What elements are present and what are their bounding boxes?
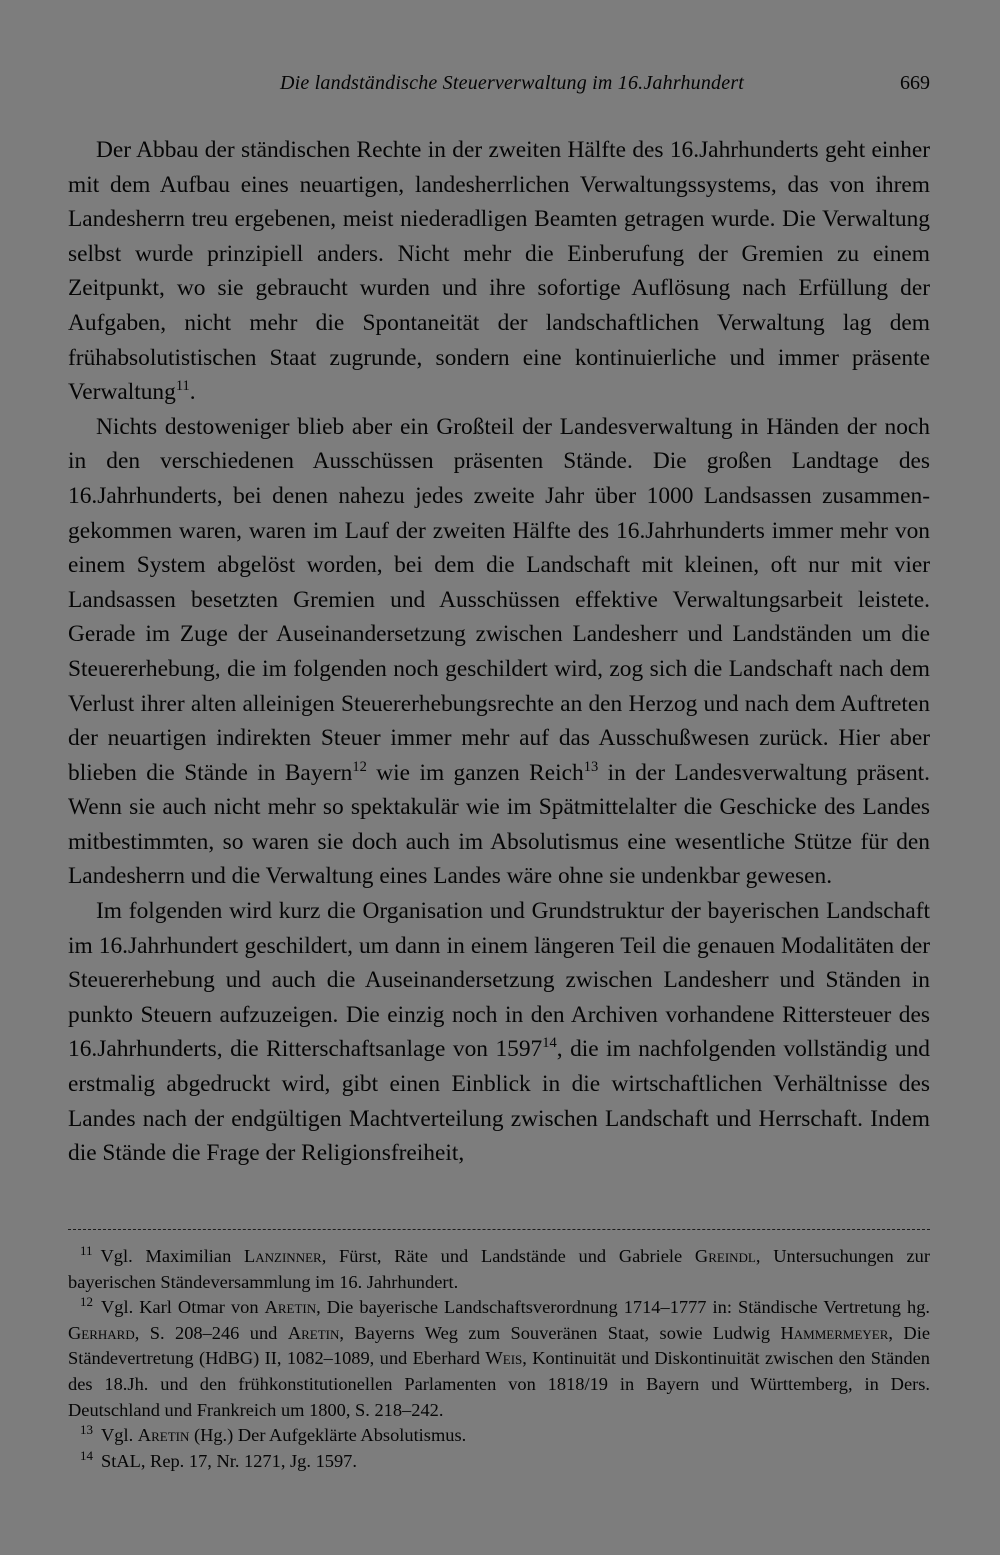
footnote-13: $^{13}$ Vgl. Aretin (Hg.) Der Aufgeklärte Absolutismus.: [80, 1422, 467, 1446]
footnote-number: 13: [80, 1422, 93, 1438]
page-number: 669: [900, 72, 930, 94]
paragraph-1: Der Abbau der ständischen Rechte in der zweiten Hälfte des 16.Jahrhunderts geht einher mit dem Aufbau eines neuartigen, landesherrlichen Verwaltungssystems, das von ihrem Landesherrn treu ergebenen, meist niederadligen Beamten getragen wurde. Die Verwaltung selbst wurde prinzipiell anders. Nicht mehr die Einberufung der Gremien zu einem Zeitpunkt, wo sie gebraucht wurden und ihre sofortige Auflösung nach Erfüllung der Aufgaben, nicht mehr die Spontaneität der landschaftlichen Verwaltung lag dem frühabsolutistischen Staat zugrunde, sondern eine kontinuierliche und immer präsente Verwaltung$^{11}$.: [68, 137, 930, 406]
page-header: [68, 72, 930, 102]
footnote-number: 14: [80, 1447, 93, 1463]
footnote-ref-14[interactable]: 14: [542, 1035, 557, 1052]
paragraph-3: Im folgenden wird kurz die Organisation und Grundstruktur der bayerischen Landschaft im 16.Jahrhundert geschildert, um dann in einem längeren Teil die genauen Modalitäten der Steuererhebung und auch die Auseinandersetzung zwischen Landesherr und Ständen in punkto Steuern aufzuzeigen. Die einzig noch in den Archiven vorhandene Rittersteuer des 16.Jahrhunderts, die Ritterschaftsanlage von 1597$^{14}$, die im nachfolgenden vollständig und erstmalig abgedruckt wird, gibt einen Einblick in die wirtschaftlichen Verhältnisse des Landes nach der endgültigen Machtverteilung zwischen Landschaft und Herrschaft. Indem die Stände die Frage der Religionsfreiheit,: [68, 898, 930, 1167]
paragraph-2: Nichts destoweniger blieb aber ein Großteil der Landesverwaltung in Händen der noch in den verschiedenen Ausschüssen präsenten Stände. Die großen Landtage des 16.Jahrhunderts, bei denen nahezu jedes zweite Jahr über 1000 Landsassen zusammengekommen waren, waren im Lauf der zweiten Hälfte des 16.Jahrhunderts immer mehr von einem System abgelöst worden, bei dem die Landschaft mit kleinen, oft nur mit vier Landsassen besetzten Gremien und Ausschüssen effektive Verwaltungsarbeit leistete. Gerade im Zuge der Auseinandersetzung zwischen Landesherr und Landständen um die Steuererhebung, die im folgenden noch geschildert wird, zog sich die Landschaft nach dem Verlust ihrer alten alleinigen Steuererhebungsrechte an den Herzog und nach dem Auftreten der neuartigen indirekten Steuer immer mehr auf das Ausschußwesen zurück. Hier aber blieben die Stände in Bayern$^{12}$ wie im ganzen Reich$^{13}$ in der Landesverwaltung präsent. Wenn sie auch nicht mehr so spektakulär wie im Spätmittelalter die Geschicke des Landes mitbestimmten, so waren sie doch auch im Absolutismus eine wesentliche Stütze für den Landesherrn und die Verwaltung eines Landes wäre ohne sie undenkbar gewesen.: [68, 413, 930, 890]
footnote-ref-11[interactable]: 11: [175, 378, 190, 395]
footnote-ref-13[interactable]: 13: [583, 758, 599, 775]
footnote-11: $^{11}$ Vgl. Maximilian Lanzinner, Fürst, Räte und Landstände und Gabriele Greindl, Untersuchungen zur bayerischen Ständeversammlung im 16. Jahrhundert.: [68, 1242, 930, 1292]
footnote-separator: [68, 1229, 930, 1230]
running-title: Die landständische Steuerverwaltung im 16.Jahrhundert: [280, 72, 745, 94]
main-text: [68, 133, 930, 1171]
footnote-12: $^{12}$ Vgl. Karl Otmar von Aretin, Die bayerische Landschaftsverordnung 1714–1777 in: Ständische Vertretung hg. Gerhard, S. 208–246 und Aretin, Bayerns Weg zum Souveränen Staat, sowie Ludwig Hammermeyer, Die Ständevertretung (HdBG) II, 1082–1089, und Eberhard Weis, Kontinuität und Diskontinuität zwischen den Ständen des 18.Jh. und den frühkonstitutionellen Parlamenten von 1818/19 in Bayern und Württemberg, in Ders. Deutschland und Frankreich um 1800, S. 218–242.: [68, 1294, 930, 1420]
footnote-ref-12[interactable]: 12: [352, 758, 367, 775]
footnote-number: 12: [80, 1294, 93, 1310]
footnote-number: 11: [80, 1242, 93, 1258]
footnotes: [68, 1244, 930, 1474]
footnote-14: $^{14}$ StAL, Rep. 17, Nr. 1271, Jg. 1597.: [80, 1447, 357, 1471]
